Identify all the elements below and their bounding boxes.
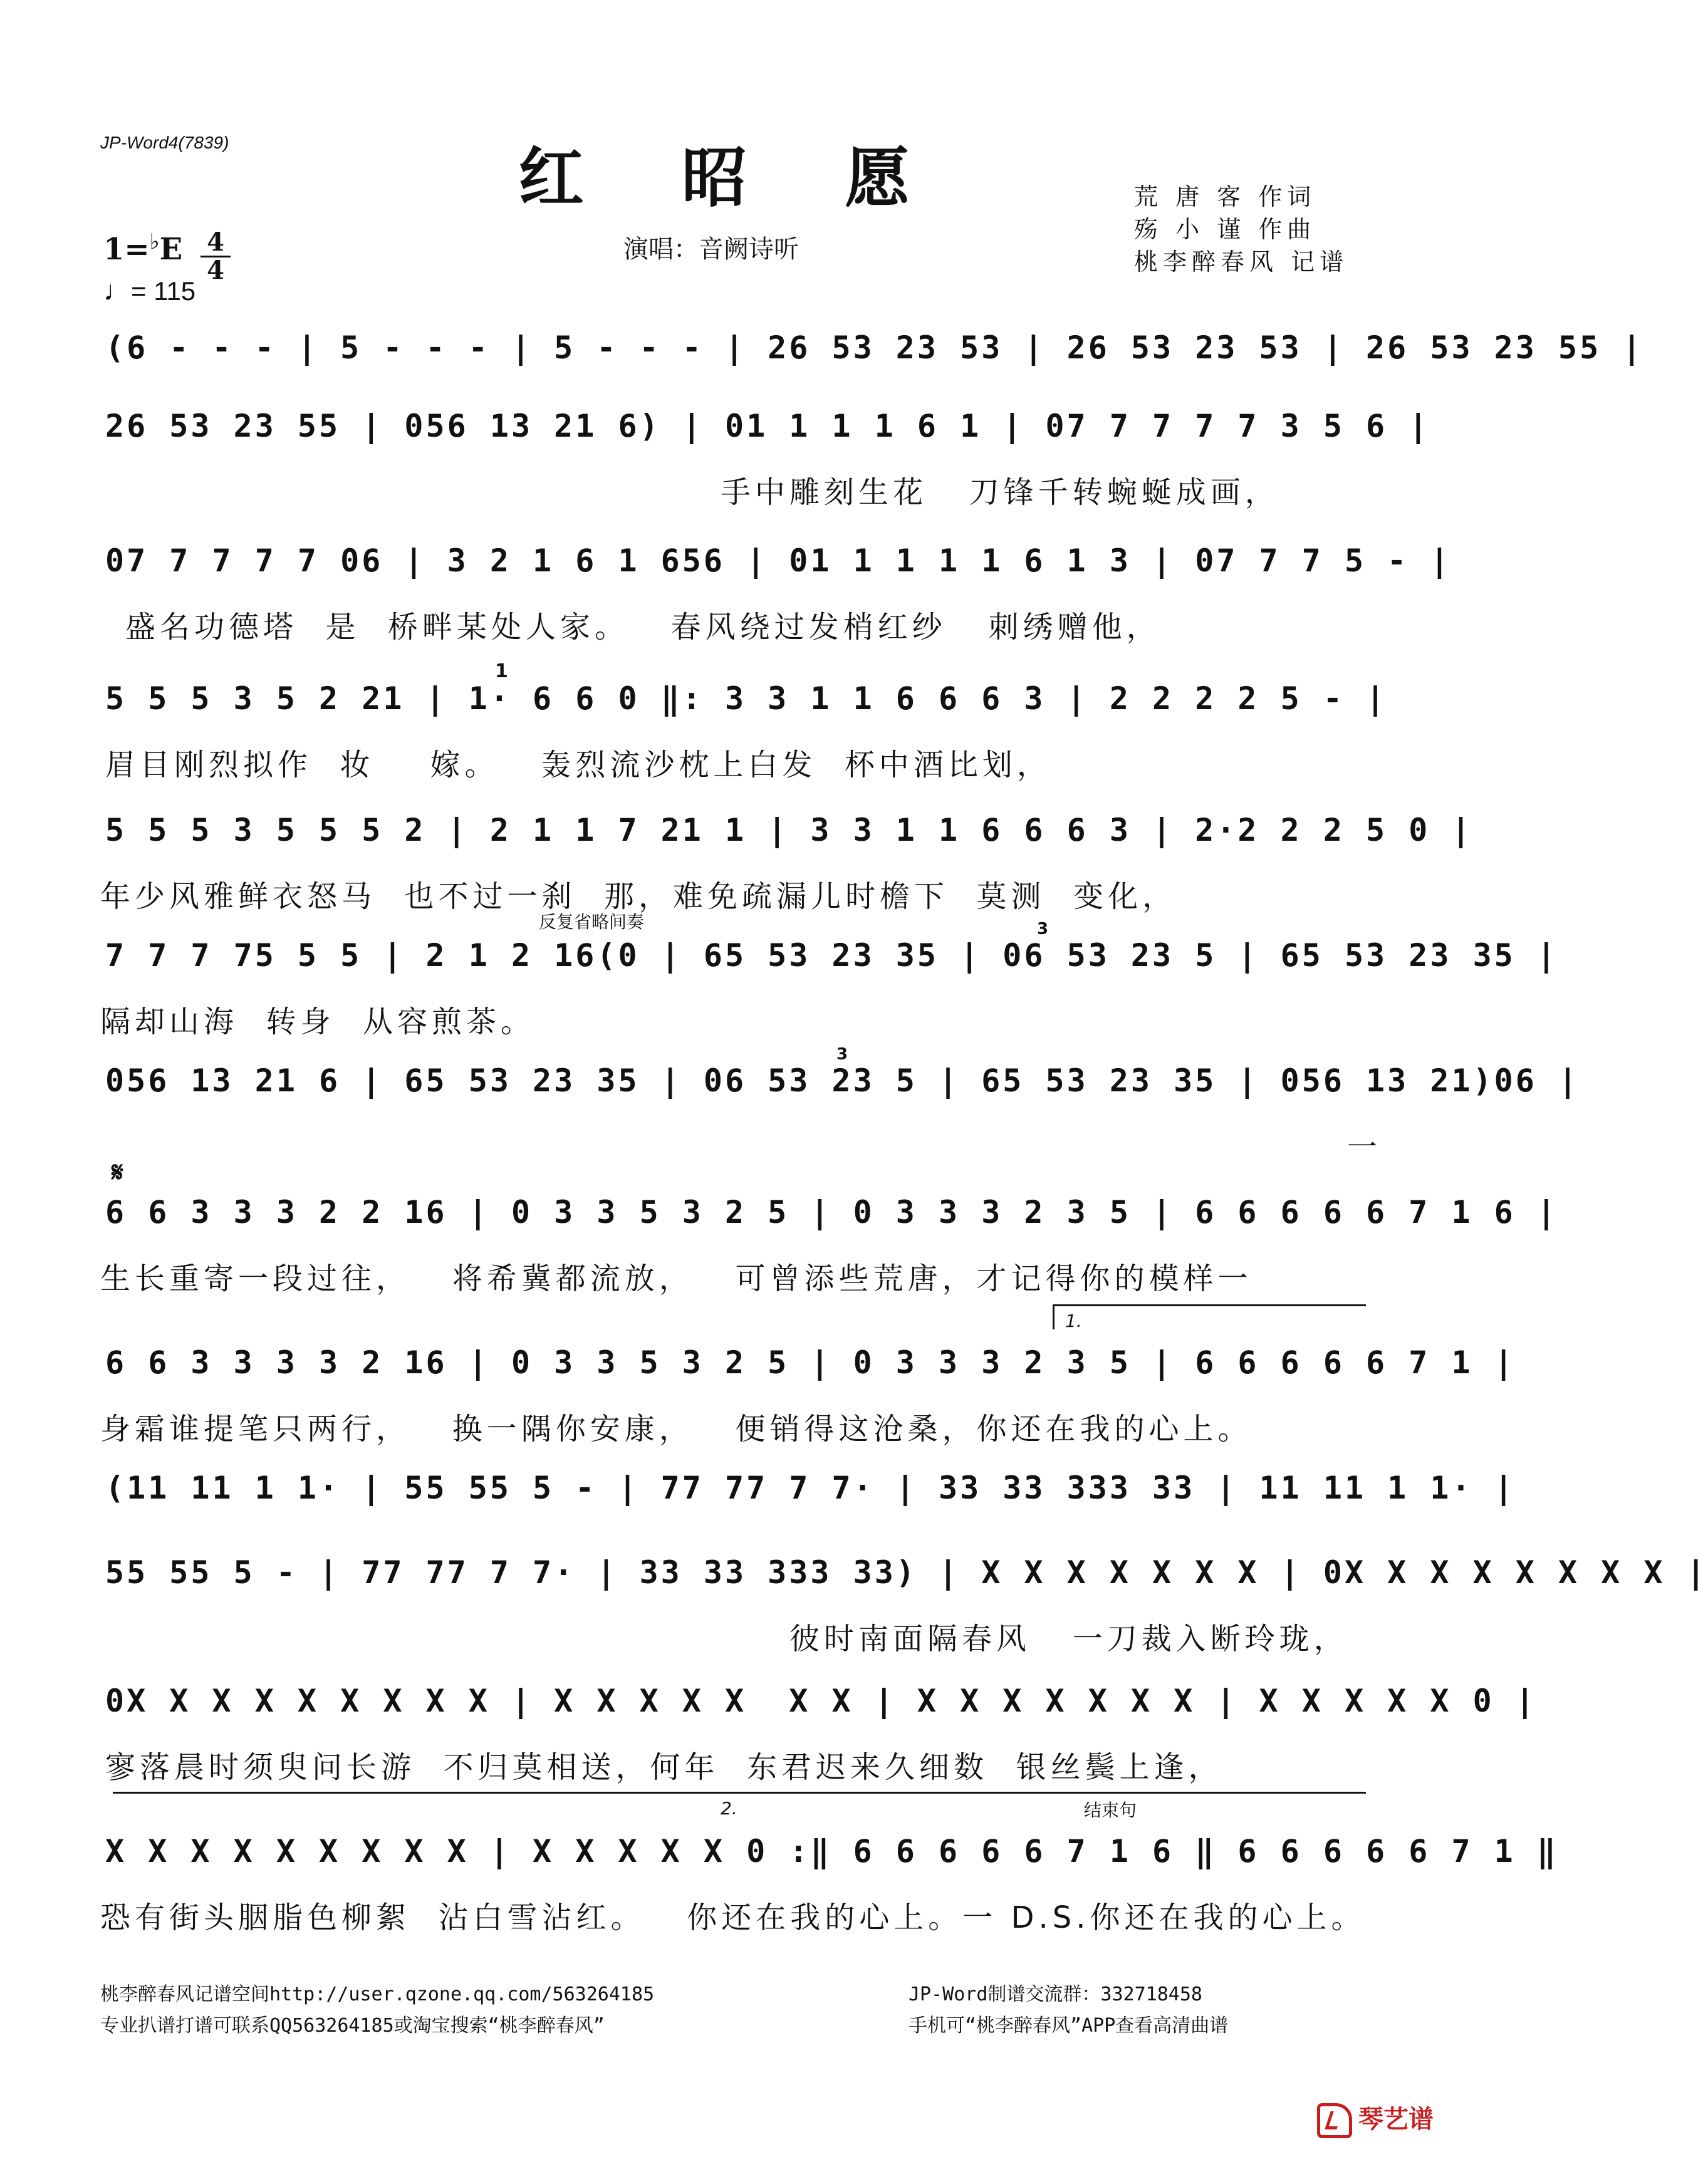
volta-bracket-edge [1053, 1304, 1054, 1329]
lyric-line: 一 [1347, 1130, 1382, 1165]
tempo-value: = 115 [131, 276, 196, 306]
tempo-marking [103, 276, 195, 307]
footer-app: 手机可“桃李醉春风”APP查看高清曲谱 [909, 2015, 1229, 2037]
footer-contact: 专业扒谱打谱可联系QQ563264185或淘宝搜索“桃李醉春风” [100, 2015, 605, 2037]
lyric-line: 隔却山海 转身 从容煎茶。 [100, 1004, 536, 1039]
grace-note: 1 [495, 660, 508, 682]
notation-line: 7 7 7 75 5 5 | 2 1 2 16(0 | 65 53 23 35 | 06 53 23 5 | 65 53 23 35 | [105, 937, 1558, 974]
site-logo [1317, 2099, 1434, 2138]
volta-bracket [1053, 1304, 1366, 1306]
key-signature [103, 229, 182, 267]
volta-1-label: 1. [1065, 1311, 1082, 1331]
notation-line: 5 5 5 3 5 5 5 2 | 2 1 1 7 21 1 | 3 3 1 1 6 6 6 3 | 2·2 2 2 5 0 | [105, 812, 1473, 848]
lyric-line: 彼时南面隔春风 一刀裁入断玲珑， [789, 1621, 1348, 1656]
lyric-line: 盛名功德塔 是 桥畔某处人家。 春风绕过发梢红纱 刺绣赠他， [125, 610, 1161, 645]
segno-icon: 𝄋 [112, 1156, 123, 1188]
logo-mark-icon [1317, 2103, 1352, 2138]
lyricist-credit: 荒 唐 客 作词 [1134, 183, 1316, 211]
notation-line: 07 7 7 7 7 06 | 3 2 1 6 1 656 | 01 1 1 1 1 6 1 3 | 07 7 7 5 - | [105, 543, 1452, 579]
key-prefix: 1= [103, 232, 150, 267]
music-system-4 [100, 660, 1388, 805]
logo-text: 琴艺谱 [1358, 2105, 1434, 2134]
music-system-5 [100, 808, 1473, 937]
lyric-line: 年少风雅鲜衣怒马 也不过一刹 那，难免疏漏儿时檐下 莫测 变化， [100, 879, 1177, 914]
lyric-line: 眉目刚烈拟作 妆 嫁。 轰烈流沙枕上白发 杯中酒比划， [105, 747, 1051, 782]
grace-note: 3 [836, 1045, 848, 1064]
volta-bracket [113, 1792, 702, 1794]
transcriber-credit: 桃李醉春风 记谱 [1134, 248, 1349, 276]
lyric-line: 恐有街头胭脂色柳絮 沾白雪沾红。 你还在我的心上。一 D.S.你还在我的心上。 [100, 1900, 1366, 1935]
music-system-11 [100, 1551, 1708, 1679]
software-tag: JP-Word4(7839) [100, 133, 229, 152]
lyric-line: 身霜谁提笔只两行， 换一隅你安康， 便销得这沧桑，你还在我的心上。 [100, 1411, 1252, 1447]
lyric-line: 生长重寄一段过往， 将希冀都流放， 可曾添些荒唐，才记得你的模样一 [100, 1261, 1252, 1296]
singer-credit: 演唱：音阙诗听 [623, 235, 799, 264]
ending-bracket [1071, 1792, 1366, 1794]
meter-top: 4 [207, 227, 224, 257]
meter-bottom: 4 [207, 256, 224, 285]
quarter-note-icon: ♩ [103, 276, 131, 306]
ending-label: 结束句 [1084, 1800, 1137, 1821]
composer-credit: 殇 小 谨 作曲 [1134, 216, 1316, 243]
time-signature [200, 227, 231, 285]
lyric-line: 寥落晨时须臾问长游 不归莫相送，何年 东君迟来久细数 银丝鬓上逢， [105, 1750, 1223, 1785]
repeat-note: 反复省略间奏 [539, 912, 645, 932]
notation-line: (6 - - - | 5 - - - | 5 - - - | 26 53 23 53 | 26 53 23 53 | 26 53 23 55 | [105, 330, 1644, 366]
music-system-3 [100, 539, 1452, 667]
notation-line: 26 53 23 55 | 056 13 21 6) | 01 1 1 1 6 1 | 07 7 7 7 7 3 5 6 | [105, 408, 1430, 444]
volta-2-label: 2. [721, 1798, 737, 1819]
notation-line: 5 5 5 3 5 2 21 | 1· 6 6 0 ‖: 3 3 1 1 6 6 6 3 | 2 2 2 2 5 - | [105, 680, 1388, 717]
notation-line: 0X X X X X X X X X | X X X X X X X | X X X X X X X | X X X X X 0 | [105, 1683, 1537, 1719]
notation-line: 056 13 21 6 | 65 53 23 35 | 06 53 23 5 | 65 53 23 35 | 056 13 21)06 | [105, 1063, 1580, 1099]
key-note: E [159, 232, 183, 267]
notation-line: (11 11 1 1· | 55 55 5 - | 77 77 7 7· | 33 33 333 33 | 11 11 1 1· | [105, 1470, 1516, 1506]
music-system-7 [100, 1045, 1580, 1187]
music-system-9 [100, 1311, 1516, 1469]
music-system-13 [100, 1798, 1558, 1958]
notation-line: X X X X X X X X X | X X X X X 0 :‖ 6 6 6 6 6 7 1 6 ‖ 6 6 6 6 6 7 1 ‖ [105, 1833, 1558, 1869]
footer-group: JP-Word制谱交流群：332718458 [909, 1983, 1202, 2005]
notation-line: 6 6 3 3 3 2 2 16 | 0 3 3 5 3 2 5 | 0 3 3 3 2 3 5 | 6 6 6 6 6 7 1 6 | [105, 1194, 1558, 1230]
notation-line: 6 6 3 3 3 3 2 16 | 0 3 3 5 3 2 5 | 0 3 3 3 2 3 5 | 6 6 6 6 6 7 1 | [105, 1344, 1516, 1381]
music-system-6 [100, 912, 1558, 1062]
notation-line: 55 55 5 - | 77 77 7 7· | 33 33 333 33) | X X X X X X X | 0X X X X X X X X | [105, 1554, 1708, 1591]
music-system-8 [100, 1156, 1558, 1319]
grace-note: 3 [1037, 920, 1049, 938]
volta-bracket [702, 1792, 1096, 1794]
song-title: 红 昭 愿 [518, 139, 948, 216]
lyric-line: 手中雕刻生花 刀锋千转蜿蜒成画， [721, 475, 1279, 510]
footer-qzone: 桃李醉春风记谱空间http://user.qzone.qq.com/563264185 [100, 1983, 655, 2005]
music-system-2 [100, 404, 1430, 533]
flat-icon: ♭ [149, 229, 160, 254]
music-system-12 [100, 1679, 1537, 1807]
credits-block [1134, 180, 1348, 278]
